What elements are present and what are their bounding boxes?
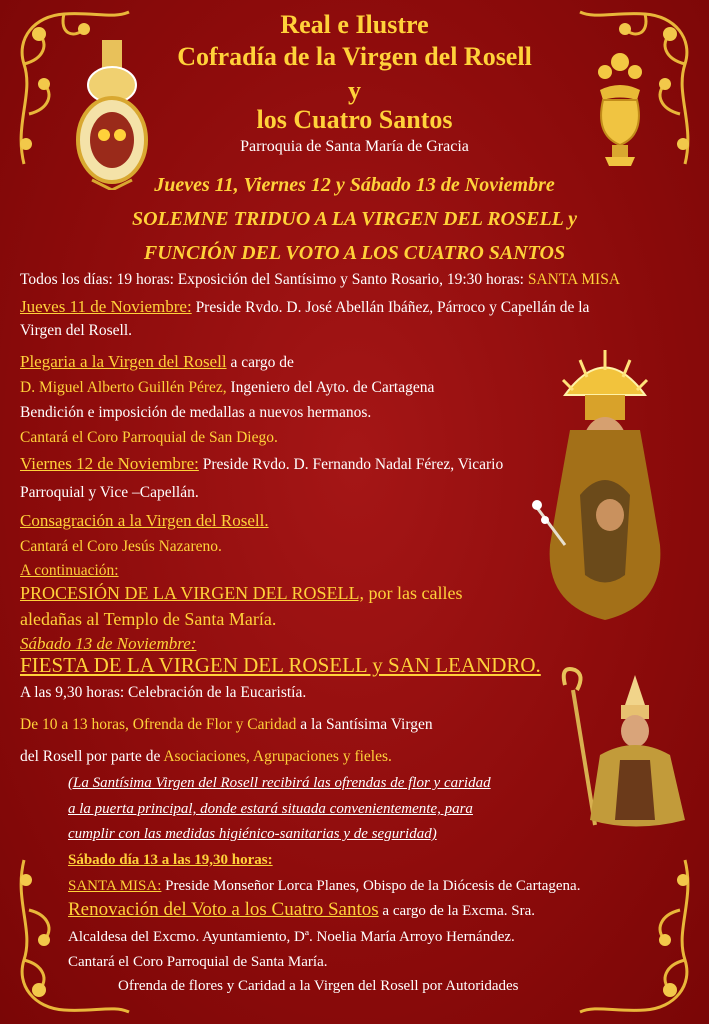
consagracion: Consagración a la Virgen del Rosell. [20,511,269,530]
jueves-line-1 [20,297,589,317]
ofrenda-time: De 10 a 13 horas, [20,716,133,733]
ofrenda-line-2 [20,748,392,766]
eucaristia-line: A las 9,30 horas: Celebración de la Eucaristía. [20,684,307,701]
miguel-line [20,379,434,397]
daily-text: Todos los días: 19 horas: Exposición del Santísimo y Santo Rosario, 19:30 horas: [20,271,528,288]
ofrenda-line-1 [20,716,433,734]
procesion-line-2: aledañas al Templo de Santa María. [20,609,277,629]
sabado-heading: Sábado 13 de Noviembre: [20,634,197,653]
fiesta-title: FIESTA DE LA VIRGEN DEL ROSELL y SAN LEANDRO. [20,653,541,677]
viernes-heading: Viernes 12 de Noviembre: [20,454,199,473]
renovacion-title: Renovación del Voto a los Cuatro Santos [68,899,379,920]
misa-line [68,878,580,895]
jueves-heading: Jueves 11 de Noviembre: [20,297,192,316]
jueves-text-1: Preside Rvdo. D. José Abellán Ibáñez, Párroco y Capellán de la [191,299,590,316]
note-line-1: (La Santísima Virgen del Rosell recibirá las ofrendas de flor y caridad [68,775,491,791]
title-line-3: y [348,76,361,105]
miguel-rest: Ingeniero del Ayto. de Cartagena [226,379,435,396]
daily-misa: SANTA MISA [527,271,621,288]
daily-schedule [20,271,620,289]
saint-bishop-icon [555,665,690,830]
event-dates: Jueves 11, Viernes 12 y Sábado 13 de Noviembre [154,174,555,196]
ofrenda2-text: del Rosell por parte de [20,748,164,765]
plegaria-line [20,352,294,372]
title-line-4: los Cuatro Santos [256,105,453,134]
title-line-1: Real e Ilustre [280,10,429,39]
miguel-name: D. Miguel Alberto Guillén Pérez, [20,379,227,396]
ofrenda2-groups: Asociaciones, Agrupaciones y fieles. [163,748,392,765]
ofrenda-title: Ofrenda de Flor y Caridad [132,716,297,733]
virgin-statue-icon [525,345,685,625]
jueves-text-2: Virgen del Rosell. [20,322,133,339]
sabado-coro: Cantará el Coro Parroquial de Santa María. [68,954,328,970]
bendicion-line: Bendición e imposición de medallas a nuevos hermanos. [20,404,372,421]
procesion-title: PROCESIÓN DE LA VIRGEN DEL ROSELL, [20,583,365,603]
alcaldesa-line: Alcaldesa del Excmo. Ayuntamiento, Dª. Noelia María Arroyo Hernández. [68,929,515,945]
viernes-coro: Cantará el Coro Jesús Nazareno. [20,538,222,555]
plegaria-rest: a cargo de [226,354,294,371]
misa-label: SANTA MISA: [68,878,162,894]
event-triduo: SOLEMNE TRIDUO A LA VIRGEN DEL ROSELL y [131,208,578,230]
ofrenda-rest: a la Santísima Virgen [296,716,433,733]
flourish-bottom-right-icon [575,845,705,1020]
note-line-3: cumplir con las medidas higiénico-sanitarias y de seguridad) [68,826,437,842]
viernes-text-1: Preside Rvdo. D. Fernando Nadal Férez, Vicario [198,456,504,473]
note-line-2: a la puerta principal, donde estará situada convenientemente, para [68,801,473,817]
misa-text: Preside Monseñor Lorca Planes, Obispo de la Diócesis de Cartagena. [161,878,581,894]
plegaria-title: Plegaria a la Virgen del Rosell [20,352,227,371]
jueves-coro: Cantará el Coro Parroquial de San Diego. [20,429,278,446]
parish-name: Parroquia de Santa María de Gracia [240,138,469,155]
procesion-line [20,583,462,604]
renovacion-line [68,899,535,921]
sabado-dia-heading: Sábado día 13 a las 19,30 horas: [68,852,273,868]
renovacion-rest: a cargo de la Excma. Sra. [378,903,535,919]
event-funcion: FUNCIÓN DEL VOTO A LOS CUATRO SANTOS [143,242,566,264]
title-line-2: Cofradía de la Virgen del Rosell [177,42,532,71]
viernes-line-1 [20,454,503,474]
procesion-rest: por las calles [364,583,463,603]
ofrenda-final: Ofrenda de flores y Caridad a la Virgen del Rosell por Autoridades [118,978,519,994]
a-continuacion: A continuación: [20,562,119,579]
viernes-text-2: Parroquial y Vice –Capellán. [20,484,199,501]
